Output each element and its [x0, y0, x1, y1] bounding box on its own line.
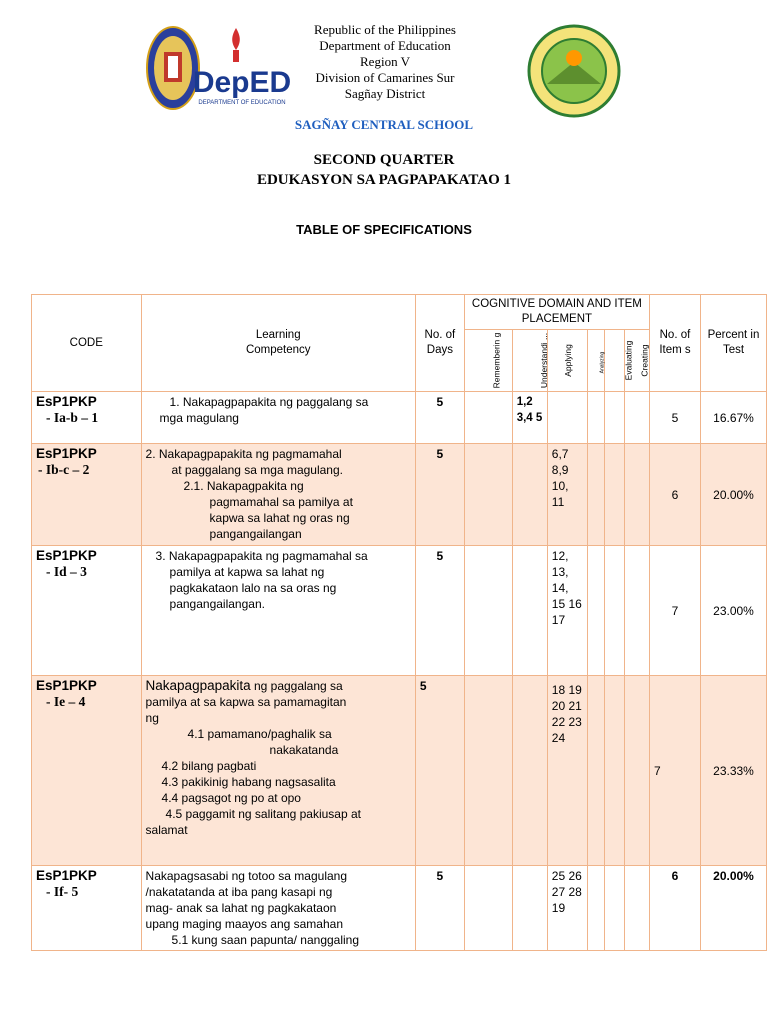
header-analyzing: Analyzing	[588, 330, 605, 392]
table-row	[32, 546, 767, 676]
specifications-table	[31, 294, 767, 951]
row-code: EsP1PKP - Ib-c – 2	[32, 444, 142, 546]
deped-logo-subtext: DEPARTMENT OF EDUCATION	[198, 100, 286, 106]
row-competency: 2. Nakapagpapakita ng pagmamahal at paggalang sa mga magulang. 2.1. Nakapagpakita ng pagmamahal sa pamilya at kapwa sa lahat ng oras ng pangangailangan	[141, 444, 415, 546]
row-items: 6	[649, 444, 700, 546]
row-percent: 20.00%	[701, 866, 767, 951]
row-understanding: 1,2 3,4 5	[512, 392, 547, 444]
header-evaluating: Evaluating	[605, 330, 625, 392]
row-remembering	[464, 392, 512, 444]
row-applying	[547, 392, 587, 444]
row-days: 5	[415, 392, 464, 444]
row-applying: 25 26 27 28 19	[547, 866, 587, 951]
row-remembering	[464, 866, 512, 951]
deped-logo	[192, 24, 292, 108]
school-name: SAGÑAY CENTRAL SCHOOL	[294, 117, 474, 132]
row-understanding	[512, 546, 547, 676]
row-evaluating	[605, 676, 625, 866]
document-title: TABLE OF SPECIFICATIONS	[296, 222, 472, 237]
row-competency: Nakapagpapakita ng paggalang sa pamilya at sa kapwa sa pamamagitan ng 4.1 pamamano/paghalik sa nakakatanda 4.2 bilang pagbati 4.3 pakikinig habang nagsasalita 4.4 pagsagot ng po at opo 4.5 paggamit ng salitang pakiusap at salamat	[141, 676, 415, 866]
row-percent: 20.00%	[701, 444, 767, 546]
row-applying: 12, 13, 14, 15 16 17	[547, 546, 587, 676]
row-understanding	[512, 866, 547, 951]
row-code: EsP1PKP - If- 5	[32, 866, 142, 951]
row-evaluating	[605, 546, 625, 676]
header-line-division: Division of Camarines Sur	[315, 70, 455, 85]
header-items: No. of Item s	[649, 295, 700, 392]
table-row	[32, 392, 767, 444]
row-code: EsP1PKP - Ia-b – 1	[32, 392, 142, 444]
header-creating: Creating	[625, 330, 650, 392]
deped-logo-text: DepED	[192, 66, 292, 99]
row-code: EsP1PKP - Ie – 4	[32, 676, 142, 866]
table-row	[32, 676, 767, 866]
row-remembering	[464, 546, 512, 676]
header-competency-line2: Competency	[245, 344, 311, 356]
header-understanding: Understandi ...	[512, 330, 547, 392]
header-line-district: Sagñay District	[344, 86, 426, 101]
row-days: 5	[415, 546, 464, 676]
row-days: 5	[415, 676, 464, 866]
header-percent: Percent in Test	[701, 295, 767, 392]
row-understanding	[512, 444, 547, 546]
table-row	[32, 866, 767, 951]
row-percent: 23.00%	[701, 546, 767, 676]
row-competency: Nakapagsasabi ng totoo sa magulang /nakatatanda at iba pang kasapi ng mag- anak sa lahat ng pagkakataon upang maging maayos ang samahan 5.1 kung saan papunta/ nanggaling	[141, 866, 415, 951]
row-items: 7	[649, 676, 700, 866]
header-line-region: Region V	[360, 54, 410, 69]
row-analyzing	[588, 546, 605, 676]
row-creating	[625, 444, 650, 546]
row-analyzing	[588, 444, 605, 546]
subject-title: EDUKASYON SA PAGPAPAKATAO 1	[256, 172, 512, 188]
row-evaluating	[605, 866, 625, 951]
row-creating	[625, 866, 650, 951]
row-items: 7	[649, 546, 700, 676]
row-creating	[625, 392, 650, 444]
header-line-department: Department of Education	[319, 38, 451, 53]
header-cognitive-domain: COGNITIVE DOMAIN AND ITEM PLACEMENT	[464, 295, 649, 330]
header-days: No. of Days	[415, 295, 464, 392]
row-creating	[625, 546, 650, 676]
schools-division-office-seal	[527, 24, 621, 118]
row-applying: 6,7 8,9 10, 11	[547, 444, 587, 546]
row-evaluating	[605, 392, 625, 444]
quarter-title: SECOND QUARTER	[313, 152, 455, 168]
row-remembering	[464, 676, 512, 866]
header-line-republic: Republic of the Philippines	[314, 22, 456, 37]
header-code: CODE	[32, 295, 142, 392]
row-understanding	[512, 676, 547, 866]
row-competency: 3. Nakapagpapakita ng pagmamahal sa pamilya at kapwa sa lahat ng pagkakataon lalo na sa oras ng pangangailangan.	[141, 546, 415, 676]
row-items: 6	[649, 866, 700, 951]
row-creating	[625, 676, 650, 866]
row-evaluating	[605, 444, 625, 546]
row-analyzing	[588, 392, 605, 444]
header-competency-line1: Learning	[255, 329, 301, 341]
row-percent: 23.33%	[701, 676, 767, 866]
agency-header	[290, 22, 480, 102]
row-analyzing	[588, 866, 605, 951]
row-applying: 18 19 20 21 22 23 24	[547, 676, 587, 866]
row-days: 5	[415, 866, 464, 951]
row-items: 5	[649, 392, 700, 444]
row-competency: 1. Nakapagpapakita ng paggalang sa mga magulang	[141, 392, 415, 444]
header-remembering: Rememberin g	[464, 330, 512, 392]
header-applying: Applying	[547, 330, 587, 392]
header-competency	[141, 295, 415, 392]
row-code: EsP1PKP - Id – 3	[32, 546, 142, 676]
row-percent: 16.67%	[701, 392, 767, 444]
table-row	[32, 444, 767, 546]
row-remembering	[464, 444, 512, 546]
row-days: 5	[415, 444, 464, 546]
row-analyzing	[588, 676, 605, 866]
table-header-row	[32, 295, 767, 330]
